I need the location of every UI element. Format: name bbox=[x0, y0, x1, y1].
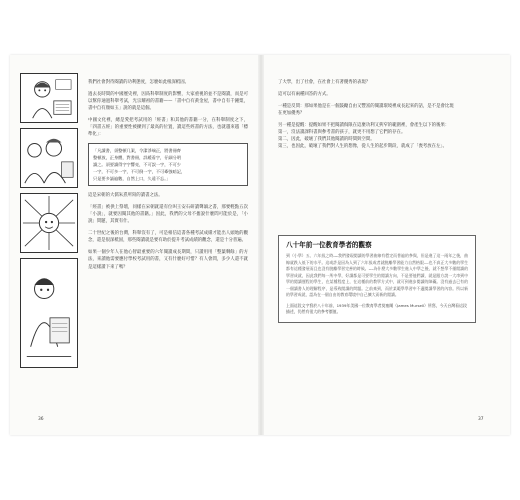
paragraph: 過去長時間的中國歷史裡，因爲科舉制度的影響，大家重視的並不是閱讀，而是可以幫你通過科舉考試，光宗耀祖的書籍——「書中自有黃金屋，書中自有千鍾粟，書中自有顏如玉」說的就是這個。 bbox=[88, 91, 248, 112]
page-number-right: 37 bbox=[478, 417, 484, 422]
quote-line: 只是要多誦遍數，自然上口，久遠不忘。」 bbox=[93, 176, 171, 182]
paragraph: 了大學，出了社會，在社會上有著優秀的表現？ bbox=[278, 80, 371, 85]
comic-burst-illustration bbox=[21, 194, 77, 252]
comic-panel-4 bbox=[20, 258, 78, 368]
comic-panel-1 bbox=[20, 73, 78, 123]
consequence-item: 第一，沒法讀課科書與參考書的孩子，就更不用想了它們的存在。 bbox=[278, 129, 406, 135]
sidebar-quote: 到（小學）五、六年級之時……我們發現閱讀的學習曲線有穩定而普遍的參與，但是進了這一兩年之後，曲線就跌入低下的水平。這或許是因為人到了六年級或者就脫離學習能力自然格限——也不真正大多數的學生都有這種發展而且也沒有脫離學習完善的時候。……為什麼大多數學生進入中學之後，就不想學不僅閱讀的學習成就，因此我們每一所中學，好讀都是可要學生的閱讀方向，不是要他們讀，就是跟方說一大串到中學的閱讀歷程的學生，在某種程度上，在這種前的教學方式中，就可到進步閱讀的障礙。沒有過去已有的一個讀書人的理解程序，是導致閱讀的問題。之前來到，而於某範學學習中不適閱讀學習的內容。所以新的學習成就，認為在一個自由的教育環境中自己擴大而新的閱讀。 bbox=[286, 253, 468, 297]
comic-panel-3 bbox=[20, 193, 78, 253]
right-text-column bbox=[278, 79, 456, 150]
reading-method-quote-box bbox=[88, 143, 248, 186]
consequence-item: 第二，因此，破壞了我們其他閱讀的時間與空間。 bbox=[278, 137, 375, 142]
sidebar-note: 上面這段文字寫於八十年前，1939年美國一位教育學者莫塞爾（James Mursell）所寫，今天台灣看這段描述，仍然有很大的參考價值。 bbox=[286, 302, 467, 314]
comic-panel-2 bbox=[20, 128, 78, 188]
left-text-column bbox=[88, 79, 248, 275]
quote-line: 整頓放，正身體，對書冊，詳緩看字，仔細分明 bbox=[93, 155, 181, 161]
quote-line: 讀之。須要讀得字字響亮，不可誤一字，不可少 bbox=[93, 162, 181, 168]
quote-line: 「凡讀書，須整頓几案，令潔淨端正，將書冊齊 bbox=[93, 148, 181, 154]
paragraph: 「經書」被供上祭壇，同樣在宋朝就還有位叫王安石研讀聲韻之書，那要輕點五次「小說」，就要因閱其他的書籍。」因此，我們的父母不擔說什麼問可能於是，「小說」問題，其實有什。 bbox=[88, 205, 248, 225]
paragraph: 一種是反問：那如果他是在一個鼓勵自由又豐富的閱讀環境裡成長起來的話，是不是會比現在更加優秀？ bbox=[278, 103, 454, 116]
book-spread bbox=[10, 55, 510, 435]
right-page bbox=[264, 55, 510, 435]
consequence-item: 第三，也因此，破壞了我們對人生的想像，從人生的起步期段，就成了「喪考放在左」。 bbox=[278, 144, 448, 150]
sidebar-title: 八十年前一位教育學者的觀察 bbox=[286, 241, 372, 249]
comic-scholar-illustration bbox=[21, 74, 77, 122]
comic-crowd-illustration bbox=[21, 129, 77, 187]
quote-line: 一字，不可多一字，不可倒一字，不可牽強暗記， bbox=[93, 169, 186, 175]
paragraph: 中國文化裡，總是愛把考試用的「經書」和其他的書籍一分，在科舉制度之下，「四書五經」的重要性被擴到了最高的位置，讀這些經書的方法，也就越來越「標準化」： bbox=[88, 118, 248, 138]
paragraph: 我們社會對待閱讀的功利態度，怎麼如此根深柢固。 bbox=[88, 80, 189, 85]
paragraph: 這是宋朝的大儒朱熹所寫的讀書之法。 bbox=[88, 193, 163, 199]
page-number-left: 36 bbox=[38, 417, 44, 422]
paragraph: 二十世紀之後的台灣，科舉沒有了，可是相信這書各種考試成績才能出人頭地的觀念，還是很深柢固，那些閱讀就是要有助於提升考試成績的觀念，還是十分普遍。 bbox=[88, 231, 248, 244]
left-page bbox=[10, 55, 258, 435]
comic-student-illustration bbox=[21, 259, 77, 367]
comic-strip bbox=[20, 73, 78, 368]
paragraph: 另一種是提醒：提醒如果不把閱讀侷限在這麼功利又狹窄的範圍裡，會產生以下的後果： bbox=[278, 122, 450, 128]
paragraph: 如果一個少年人在他心智最重要的六年閱讀成長期間，只讀用用「整葉剩餘」的方法，來讀他需要應付學校考試用的書，又有什麼好可惜？有人會問，多少人還不就是這樣讀下來了嗎？ bbox=[88, 250, 248, 270]
observation-sidebar-box bbox=[278, 235, 476, 323]
paragraph: 這可以有兩種回答的方式。 bbox=[278, 91, 331, 97]
